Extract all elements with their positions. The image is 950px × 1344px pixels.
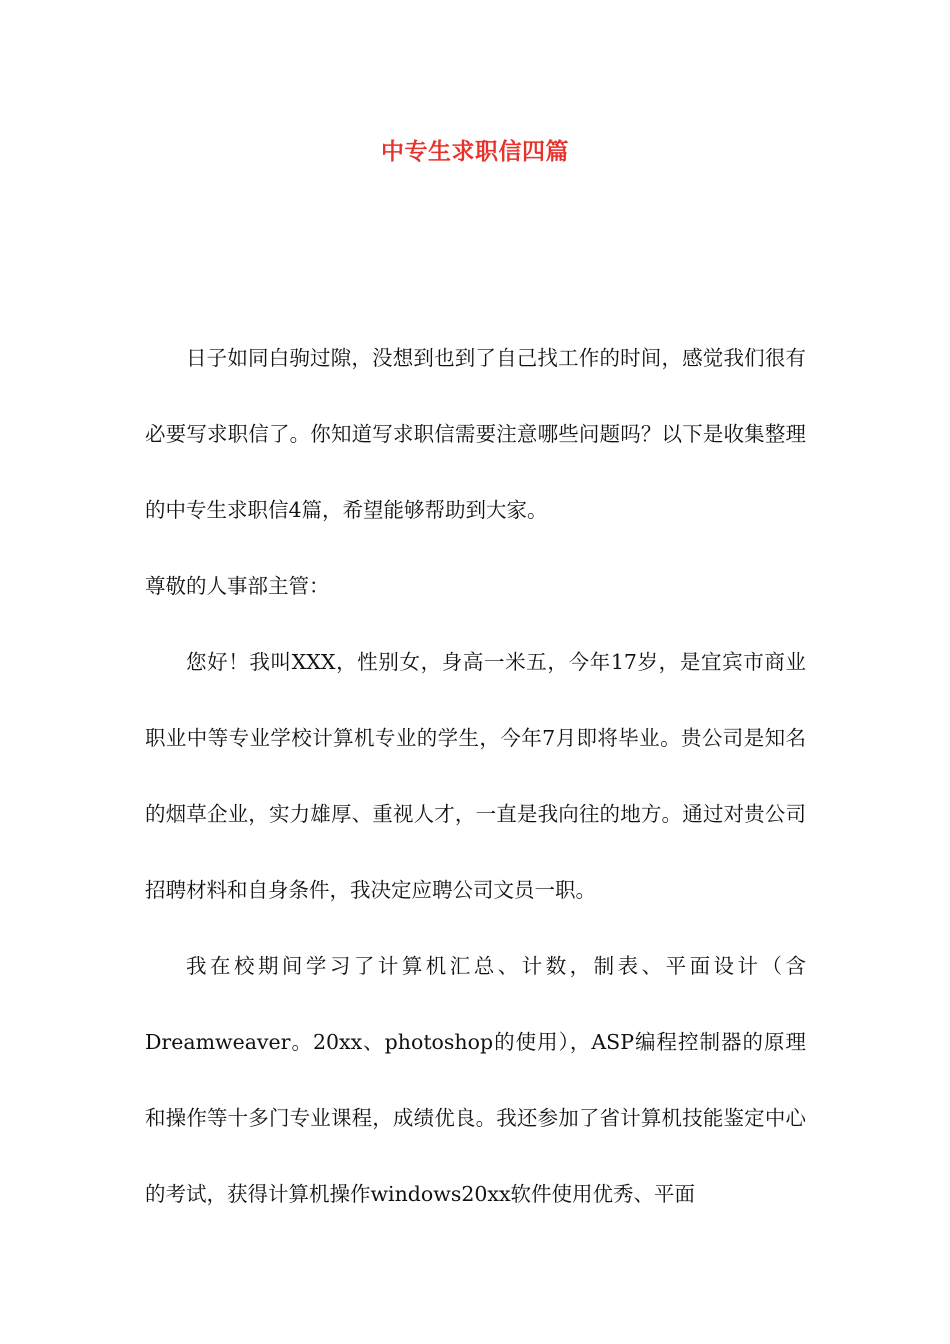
self-introduction-paragraph: 您好！我叫XXX，性别女，身高一米五，今年17岁，是宜宾市商业职业中等专业学校计算机专业的学生，今年7月即将毕业。贵公司是知名的烟草企业，实力雄厚、重视人才，一直是我向往的地方。通过对贵公司招聘材料和自身条件，我决定应聘公司文员一职。 xyxy=(145,650,806,902)
document-body xyxy=(145,320,806,1232)
intro-paragraph: 日子如同白驹过隙，没想到也到了自己找工作的时间，感觉我们很有必要写求职信了。你知道写求职信需要注意哪些问题吗？以下是收集整理的中专生求职信4篇，希望能够帮助到大家。 xyxy=(145,346,806,522)
document-title: 中专生求职信四篇 xyxy=(381,138,569,165)
education-paragraph: 我在校期间学习了计算机汇总、计数，制表、平面设计（含Dreamweaver。20xx、photoshop的使用），ASP编程控制器的原理和操作等十多门专业课程，成绩优良。我还参加了省计算机技能鉴定中心的考试，获得计算机操作windows20xx软件使用优秀、平面 xyxy=(145,954,806,1206)
salutation: 尊敬的人事部主管： xyxy=(145,574,330,598)
